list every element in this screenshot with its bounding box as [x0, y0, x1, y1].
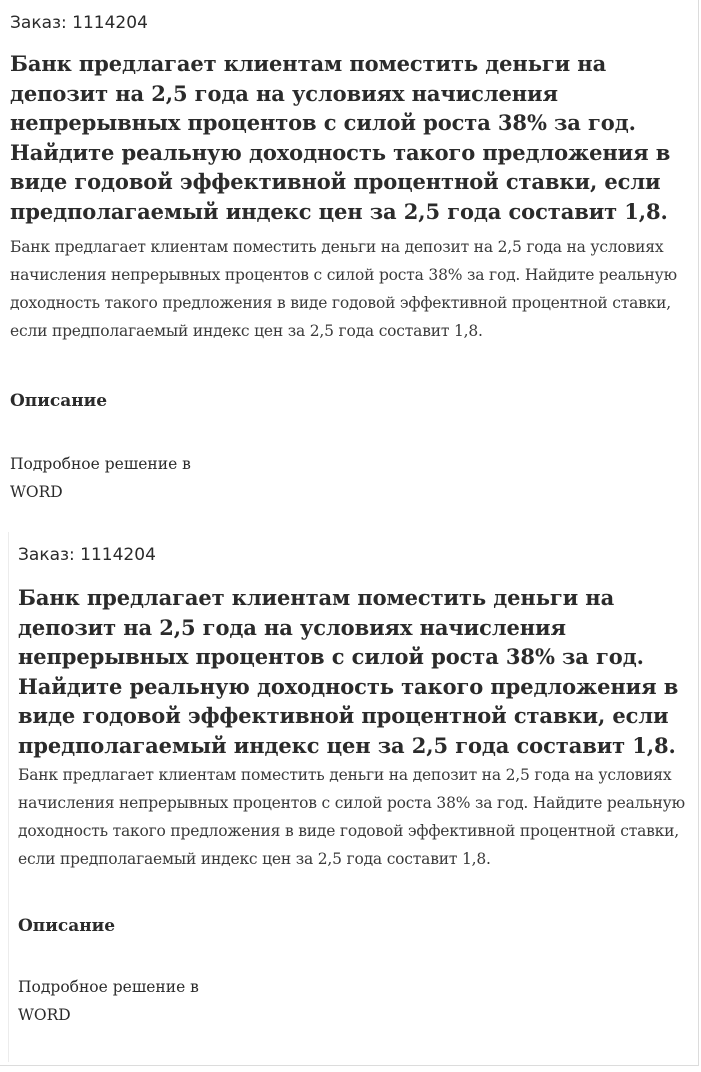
order-card [0, 0, 698, 528]
description-text: Подробное решение в WORD [18, 978, 199, 1024]
description-text: Подробное решение в WORD [10, 455, 191, 501]
task-text: Банк предлагает клиентам поместить деньги на депозит на 2,5 года на условиях начисления непрерывных процентов с силой роста 38% за год. Найдите реальную доходность такого предложения в виде годовой эффективной процентной ставки, если предполагаемый индекс цен за 2,5 года составит 1,8. [10, 238, 677, 340]
task-title: Банк предлагает клиентам поместить деньги на депозит на 2,5 года на условиях начисления непрерывных процентов с силой роста 38% за год. Найдите реальную доходность такого предложения в виде годовой эффективной процентной ставки, если предполагаемый индекс цен за 2,5 года составит 1,8. [10, 51, 671, 224]
order-card [8, 532, 696, 1062]
description-heading: Описание [18, 916, 116, 936]
task-text: Банк предлагает клиентам поместить деньги на депозит на 2,5 года на условиях начисления непрерывных процентов с силой роста 38% за год. Найдите реальную доходность такого предложения в виде годовой эффективной процентной ставки, если предполагаемый индекс цен за 2,5 года составит 1,8. [18, 766, 685, 868]
task-title: Банк предлагает клиентам поместить деньги на депозит на 2,5 года на условиях начисления непрерывных процентов с силой роста 38% за год. Найдите реальную доходность такого предложения в виде годовой эффективной процентной ставки, если предполагаемый индекс цен за 2,5 года составит 1,8. [18, 585, 679, 758]
order-number: Заказ: 1114204 [18, 545, 156, 565]
description-heading: Описание [10, 391, 108, 411]
order-number: Заказ: 1114204 [10, 13, 148, 33]
